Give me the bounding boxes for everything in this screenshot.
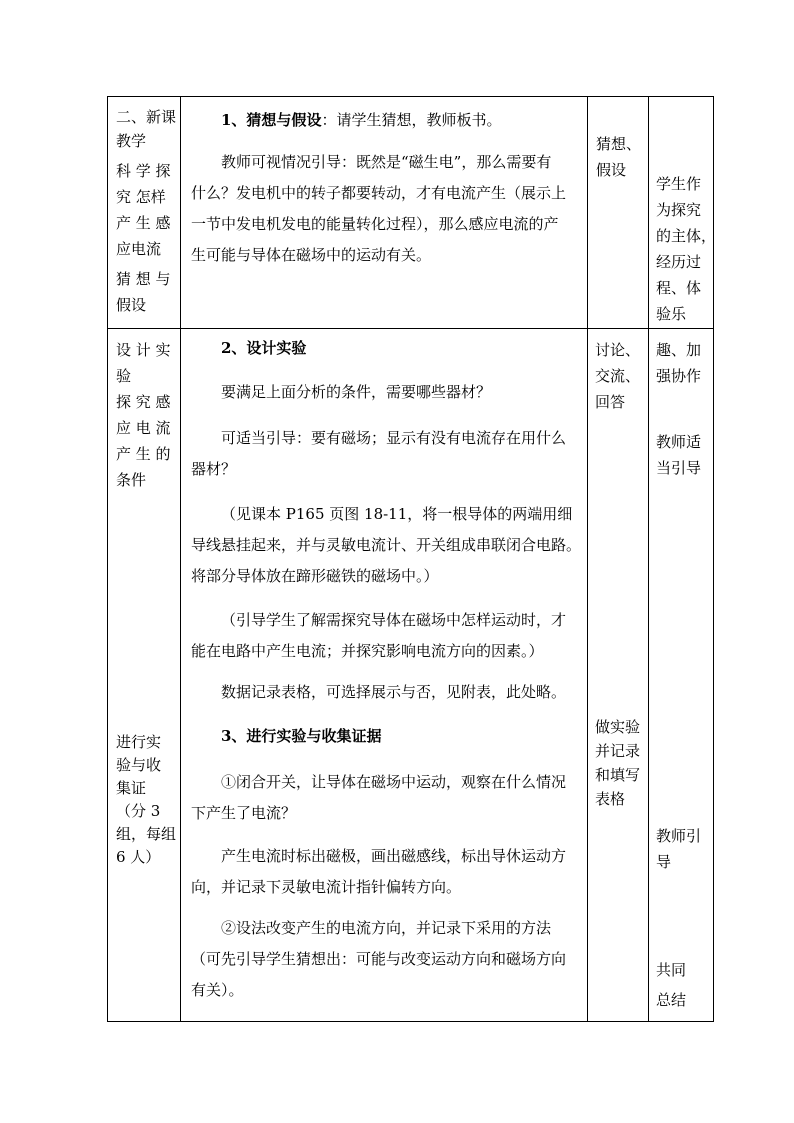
paragraph-line: 一节中发电机发电的能量转化过程），那么感应电流的产 [191, 215, 559, 233]
intent-text: 经历过 [656, 253, 702, 271]
stage-text: 产 生 的 [116, 445, 171, 463]
stage-text: 产 生 感 [116, 214, 171, 232]
paragraph-line: 有关）。 [191, 981, 244, 999]
paragraph [191, 147, 583, 271]
paragraph-line: 将部分导体放在蹄形磁铁的磁场中。） [191, 567, 439, 585]
stage-text: 条件 [116, 471, 147, 489]
paragraph-line: 数据记录表格，可选择展示与否，见附表，此处略。 [221, 683, 567, 701]
stage-text: 科 学 探 [116, 162, 171, 180]
content-cell [181, 97, 588, 329]
intent-text: 导 [656, 853, 672, 871]
stage-cell [108, 329, 181, 1022]
paragraph [191, 677, 583, 708]
stage-text: 集证 [116, 779, 147, 797]
content-cell [181, 329, 588, 1022]
paragraph [191, 841, 583, 903]
intent-text: 教师适 [656, 433, 702, 451]
section-heading [221, 105, 613, 136]
stage-text: 进行实 [116, 733, 162, 751]
paragraph-line: 下产生了电流？ [191, 804, 297, 822]
paragraph-line: 可适当引导：要有磁场；显示有没有电流存在用什么 [221, 429, 567, 447]
section-heading: 3、进行实验与收集证据 [221, 727, 382, 745]
stage-cell [108, 97, 181, 329]
stage-text: 验与收 [116, 756, 162, 774]
stage-text: 究 怎样 [116, 188, 166, 206]
stage-text: 二、新课 [116, 108, 177, 126]
table-row [108, 329, 714, 1022]
stage-text: 设 计 实 [116, 341, 171, 359]
intent-text: 的主体， [656, 227, 717, 245]
intent-text: 为探究 [656, 201, 702, 219]
activity-text: 猜想、 [596, 135, 642, 153]
activity-text: 并记录 [595, 742, 641, 760]
intent-text: 验乐 [656, 305, 687, 323]
activity-text: 回答 [595, 393, 626, 411]
stage-text: 6 人） [116, 848, 161, 866]
paragraph-line: ②设法改变产生的电流方向，并记录下采用的方法 [221, 919, 552, 937]
stage-text: 探 究 感 [116, 393, 171, 411]
intent-cell [649, 329, 714, 1022]
stage-text: 组，每组 [116, 825, 177, 843]
stage-text: 猜 想 与 [116, 270, 171, 288]
intent-text: 学生作 [656, 175, 702, 193]
activity-cell [588, 97, 649, 329]
activity-text: 假设 [596, 161, 627, 179]
paragraph-line: 能在电路中产生电流；并探究影响电流方向的因素。） [191, 642, 544, 660]
activity-text: 交流、 [595, 367, 641, 385]
activity-cell [588, 329, 649, 1022]
intent-text: 共同 [656, 961, 687, 979]
heading-text: ：请学生猜想，教师板书。 [321, 111, 502, 129]
stage-text: 应 电 流 [116, 419, 171, 437]
paragraph-line: （可先引导学生猜想出：可能与改变运动方向和磁场方向 [191, 950, 567, 968]
stage-text: 教学 [116, 132, 147, 150]
intent-text: 当引导 [656, 459, 702, 477]
paragraph-line: 要满足上面分析的条件，需要哪些器材？ [221, 383, 492, 401]
paragraph-line: （见课本 P165 页图 18-11，将一根导体的两端用细 [221, 505, 573, 523]
paragraph [191, 913, 583, 1006]
paragraph [191, 605, 583, 667]
stage-text: 验 [116, 367, 132, 385]
stage-text: 应电流 [116, 240, 162, 258]
activity-text: 表格 [595, 790, 626, 808]
intent-cell [649, 97, 717, 329]
paragraph [191, 767, 583, 829]
stage-text: 假设 [116, 296, 147, 314]
paragraph-line: 什么？发电机中的转子都要转动，才有电流产生（展示上 [191, 184, 567, 202]
intent-text: 总结 [656, 991, 687, 1009]
paragraph-line: 器材？ [191, 460, 237, 478]
activity-text: 和填写 [595, 766, 641, 784]
paragraph-line: （引导学生了解需探究导体在磁场中怎样运动时，才 [221, 611, 567, 629]
paragraph-line: 产生电流时标出磁极，画出磁感线，标出导休运动方 [221, 847, 567, 865]
paragraph-line: ①闭合开关，让导体在磁场中运动，观察在什么情况 [221, 773, 567, 791]
paragraph-line: 生可能与导体在磁场中的运动有关。 [191, 246, 432, 264]
heading-label: 1、猜想与假设 [221, 111, 322, 129]
table-row [108, 97, 714, 329]
paragraph-line: 导线悬挂起来，并与灵敏电流计、开关组成串联闭合电路。 [191, 536, 582, 554]
activity-text: 做实验 [595, 718, 641, 736]
paragraph [191, 423, 583, 485]
paragraph-line: 向，并记录下灵敏电流计指针偏转方向。 [191, 878, 462, 896]
intent-text: 趣、加 [656, 341, 702, 359]
intent-text: 教师引 [656, 827, 702, 845]
intent-text: 程、体 [656, 279, 702, 297]
intent-text: 强协作 [656, 367, 702, 385]
paragraph-line: 教师可视情况引导：既然是“磁生电”，那么需要有 [221, 153, 552, 171]
lesson-plan-table [107, 96, 717, 1022]
activity-text: 讨论、 [595, 341, 641, 359]
section-heading: 2、设计实验 [221, 339, 307, 357]
paragraph [191, 499, 583, 592]
paragraph [191, 377, 583, 408]
stage-text: （分 3 [116, 802, 161, 820]
